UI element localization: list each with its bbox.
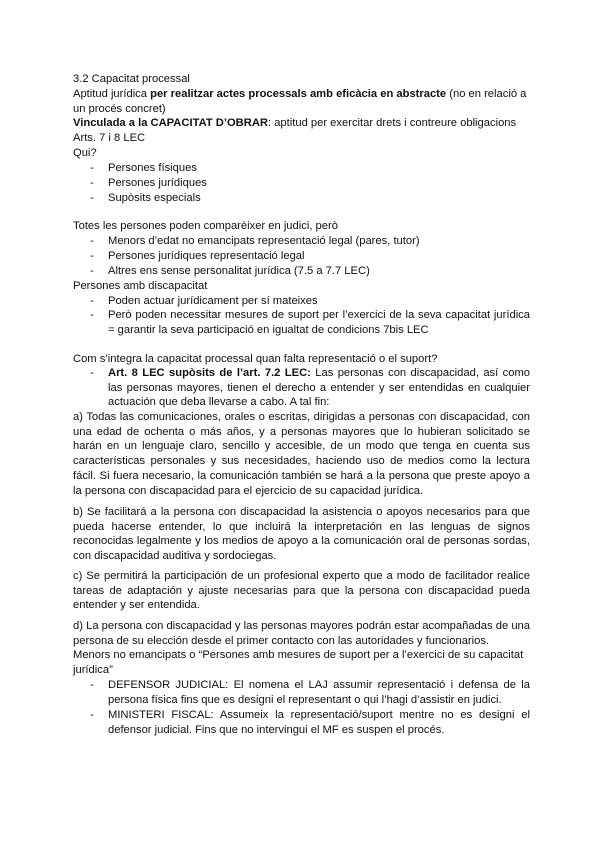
qui-label: Qui?	[73, 147, 97, 159]
paragraph-a: a) Todas las comunicaciones, orales o escritas, dirigidas a personas con discapacidad, con una edad de ochenta o más años, y a personas mayores que lo hubieran solicitado se harán en un lenguaje claro, sencillo y accesible, de un modo que tenga en cuenta sus características personales y sus necesidades, haciendo uso de medios como la lectura fácil. Si fuera necesario, la comunicación también se hará a la persona que preste apoyo a la persona con discapacidad para el ejercicio de su capacidad jurídica.	[73, 411, 530, 497]
articles-ref: Arts. 7 i 8 LEC	[73, 132, 146, 144]
paragraph-d: d) La persona con discapacidad y las personas mayores podrán estar acompañadas de una persona de su elección desde el primer contacto con las autoridades y funcionarios.	[73, 620, 530, 647]
definition-vinculada: Vinculada a la CAPACITAT D’OBRAR: aptitud per exercitar drets i contreure obligacions	[73, 117, 517, 129]
menors-line: Menors no emancipats o “Persones amb mesures de suport per a l’exercici de su capacitat jurídica”	[73, 649, 524, 676]
document-page: 3.2 Capacitat processal Aptitud jurídica per realitzar actes processals amb eficàcia en abstracte (no en relació a un procés concret) Vinculada a la CAPACITAT D’OBRAR: aptitud per exercitar drets i contreure obligacions Arts. 7 i 8 LEC Qui? - Persones físiques - Persones jurídiques - Supòsits especials Totes les persones poden comparèixer en judici, però - Menors d’edat no emancipats representació legal (pares, tutor) - Persones jurídiques representació legal - Altres ens sense personalitat jurídica (7.5 a 7.7 LEC) Persones amb discapacitat - Poden actuar jurídicament per sí mateixes - Però poden necessitar mesures de suport per l’exercici de la seva capacitat jurídica = garantir la seva participació en igualtat de condicions 7bis LEC Com s’integra la capacitat processal quan falta representació o el suport? - Art. 8 LEC supòsits de l’art. 7.2 LEC: Las personas con discapacidad, así como las personas mayores, tienen el derecho a entender y ser entendidas en cualquier actuación que deba llevarse a cabo. A tal fin: a) Todas las comunicaciones, orales o escritas, dirigidas a personas con discapacidad, con una edad de ochenta o más años, y a personas mayores que lo hubieran solicitado se harán en un lenguaje claro, sencillo y accesible, de un modo que tenga en cuenta sus características personales y sus necesidades, haciendo uso de medios como la lectura fácil. Si fuera necesario, la comunicación también se hará a la persona que preste apoyo a la persona con discapacidad para el ejercicio de su capacidad jurídica. b) Se facilitará a la persona con discapacidad la asistencia o apoyos necesarios para que pueda hacerse entender, lo que incluirá la interpretación en las lenguas de signos reconocidas legalmente y los medios de apoyo a la comunicación oral de personas sordas, con discapacidad auditiva y sordociegas. c) Se permitirá la participación de un profesional experto que a modo de facilitador realice tareas de adaptación y ajuste necesarias para que la persona con discapacidad pueda entender y ser entendida. d) La persona con discapacidad y las personas mayores podrán estar acompañadas de una persona de su elección desde el primer contacto con las autoridades y funcionarios. Menors no emancipats o “Persones amb mesures de suport per a l’exercici de su capacitat jurídica” - DEFENSOR JUDICIAL: El nomena el LAJ assumir representació i defensa de la persona física fins que es designi el representant o qui l’hagi d’assistir en judici. - MINISTERI FISCAL: Assumeix la representació/suport mentre no es designi el defensor judicial. Fins que no intervingui el MF es suspen el procés.	[73, 73, 530, 736]
paragraph-b: b) Se facilitará a la persona con discapacidad la asistencia o apoyos necesarios para que pueda hacerse entender, lo que incluirá la interpretación en las lenguas de signos reconocidas legalmente y los medios de apoyo a la comunicación oral de personas sordas, con discapacidad auditiva y sordociegas.	[73, 506, 530, 563]
definition-aptitud: Aptitud jurídica per realitzar actes processals amb eficàcia en abstracte (no en relació a un procés concret)	[73, 88, 527, 115]
totes-intro: Totes les persones poden comparèixer en judici, però	[73, 220, 338, 232]
discapacitat-heading: Persones amb discapacitat	[73, 280, 208, 292]
section-heading: 3.2 Capacitat processal	[73, 73, 190, 85]
question-line: Com s’integra la capacitat processal quan falta representació o el suport?	[73, 353, 438, 365]
paragraph-c: c) Se permitirá la participación de un profesional experto que a modo de facilitador realice tareas de adaptación y ajuste necesarias para que la persona con discapacidad pueda entender y ser entendida.	[73, 570, 530, 612]
